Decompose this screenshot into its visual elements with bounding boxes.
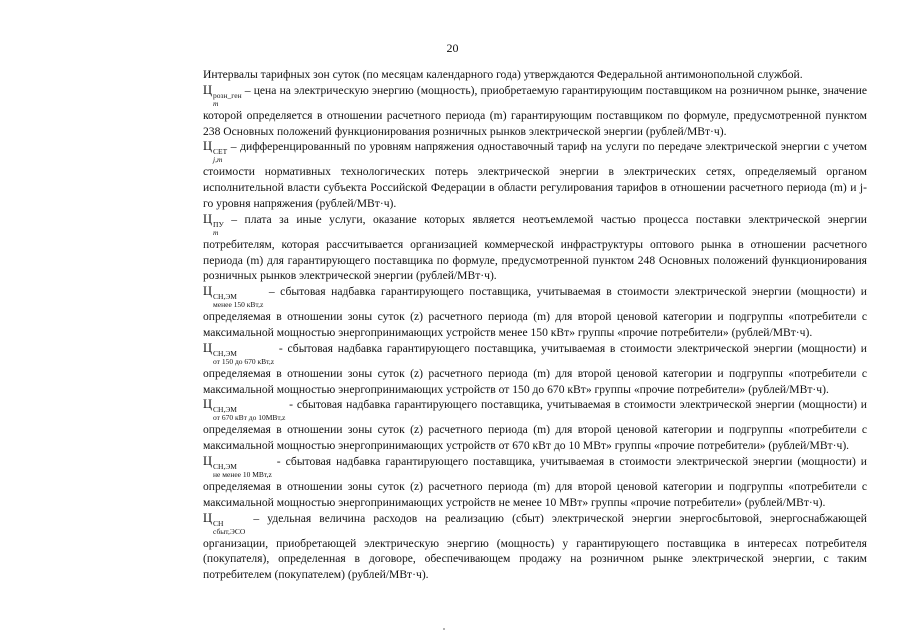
paragraph-text: – цена на электрическую энергию (мощность), приобретаемую гарантирующим поставщиком на розничном рынке, значение которой определяется в отношении расчетного периода (m) гарантирующим поставщиком по формуле, предусмотренной пунктом 238 Основных положений функционирования розничных рынков электрической энергии (рублей/МВт·ч). — [203, 83, 867, 138]
price-symbol: Ц — [203, 340, 213, 355]
price-symbol: Ц — [203, 211, 213, 226]
price-symbol: Ц — [203, 284, 213, 299]
symbol-superscript: розн_ген — [213, 90, 242, 100]
paragraph-text: – удельная величина расходов на реализацию (сбыт) электрической энергии энергосбытовой, энергоснабжающей организации, приобретающей электрическую энергию (мощность) у гарантирующего поставщика в интересах потребителя (покупателя), определенная в договоре, обеспечивающем продажу на розничном рынке электрической энергии, с таким потребителем (покупателем) (рублей/МВт·ч). — [203, 511, 867, 582]
symbol-superscript: СН,ЭМ — [213, 292, 237, 302]
paragraph-markup-150-670kw — [203, 341, 867, 398]
symbol-subscript: от 670 кВт до 10МВт,z — [213, 413, 286, 423]
symbol-superscript: СН,ЭМ — [213, 348, 237, 358]
paragraph-tariff-intervals: Интервалы тарифных зон суток (по месяцам календарного года) утверждаются Федеральной антимонопольной службой. — [203, 68, 803, 81]
paragraph-text: - сбытовая надбавка гарантирующего поставщика, учитываемая в стоимости электрической энергии (мощности) и определяемая в отношении зоны суток (z) расчетного периода (m) для второй ценовой категории и подгруппы «потребители с максимальной мощностью энергопринимающих устройств от 150 до 670 кВт» группы «прочие потребители» (рублей/МВт·ч). — [203, 341, 867, 396]
symbol-subscript: m — [213, 98, 219, 108]
symbol-indices — [213, 293, 263, 309]
symbol-superscript: ПУ — [213, 219, 224, 229]
paragraph-text: - сбытовая надбавка гарантирующего поставщика, учитываемая в стоимости электрической энергии (мощности) и определяемая в отношении зоны суток (z) расчетного периода (m) для второй ценовой категории и подгруппы «потребители с максимальной мощностью энергопринимающих устройств не менее 10 МВт» группы «прочие потребители» (рублей/МВт·ч). — [203, 454, 867, 509]
scan-speck — [443, 628, 445, 630]
price-symbol: Ц — [203, 453, 213, 468]
price-symbol: Ц — [203, 82, 213, 97]
body-text — [203, 67, 867, 583]
symbol-subscript: сбыт,ЭСО — [213, 526, 246, 536]
symbol-indices — [213, 148, 227, 164]
paragraph-markup-670kw-10mw — [203, 397, 867, 454]
paragraph-text: - сбытовая надбавка гарантирующего поставщика, учитываемая в стоимости электрической энергии (мощности) и определяемая в отношении зоны суток (z) расчетного периода (m) для второй ценовой категории и подгруппы «потребители с максимальной мощностью энергопринимающих устройств от 670 кВт до 10 МВт» группы «прочие потребители» (рублей/МВт·ч). — [203, 398, 867, 453]
symbol-superscript: СН — [213, 518, 224, 528]
symbol-indices — [213, 520, 245, 536]
symbol-superscript: СЕТ — [213, 147, 228, 157]
paragraph-retail-price — [203, 83, 867, 140]
symbol-indices — [213, 463, 272, 479]
paragraph-other-services — [203, 212, 867, 284]
symbol-subscript: менее 150 кВт,z — [213, 300, 264, 310]
paragraph-markup-over-10mw — [203, 454, 867, 511]
price-symbol: Ц — [203, 397, 213, 412]
price-symbol: Ц — [203, 139, 213, 154]
page-number: 20 — [446, 41, 459, 55]
symbol-subscript: от 150 до 670 кВт,z — [213, 356, 275, 366]
price-symbol: Ц — [203, 510, 213, 525]
symbol-superscript: СН,ЭМ — [213, 405, 237, 415]
symbol-subscript: m — [213, 227, 219, 237]
symbol-indices — [213, 221, 224, 237]
paragraph-text: – дифференцированный по уровням напряжения одноставочный тариф на услуги по передаче электрической энергии с учетом стоимости нормативных технологических потерь электрической энергии в электрических сетях, определяемый органом исполнительной власти субъекта Российской Федерации в области регулирования тарифов в отношении расчетного периода (m) и j-го уровня напряжения (рублей/МВт·ч). — [203, 140, 867, 210]
symbol-subscript: не менее 10 МВт,z — [213, 469, 272, 479]
symbol-indices — [213, 350, 274, 366]
paragraph-text: – плата за иные услуги, оказание которых является неотъемлемой частью процесса поставки электрической энергии потребителям, которая рассчитывается организацией коммерческой инфраструктуры оптового рынка в отношении расчетного периода (m) для гарантирующего поставщика по формуле, предусмотренной пунктом 248 Основных положений функционирования розничных рынков электрической энергии (рублей/МВт·ч). — [203, 212, 867, 283]
paragraph-markup-under-150kw — [203, 284, 867, 341]
paragraph-transmission-tariff — [203, 139, 867, 211]
paragraph-eso-sales-cost — [203, 511, 867, 583]
symbol-indices — [213, 92, 242, 108]
symbol-indices — [213, 406, 285, 422]
symbol-superscript: СН,ЭМ — [213, 461, 237, 471]
symbol-subscript: j,m — [213, 155, 223, 165]
paragraph-text: – сбытовая надбавка гарантирующего поставщика, учитываемая в стоимости электрической энергии (мощности) и определяемая в отношении зоны суток (z) расчетного периода (m) для второй ценовой категории и подгруппы «потребители с максимальной мощностью энергопринимающих устройств менее 150 кВт» группы «прочие потребители» (рублей/МВт·ч). — [203, 285, 867, 339]
